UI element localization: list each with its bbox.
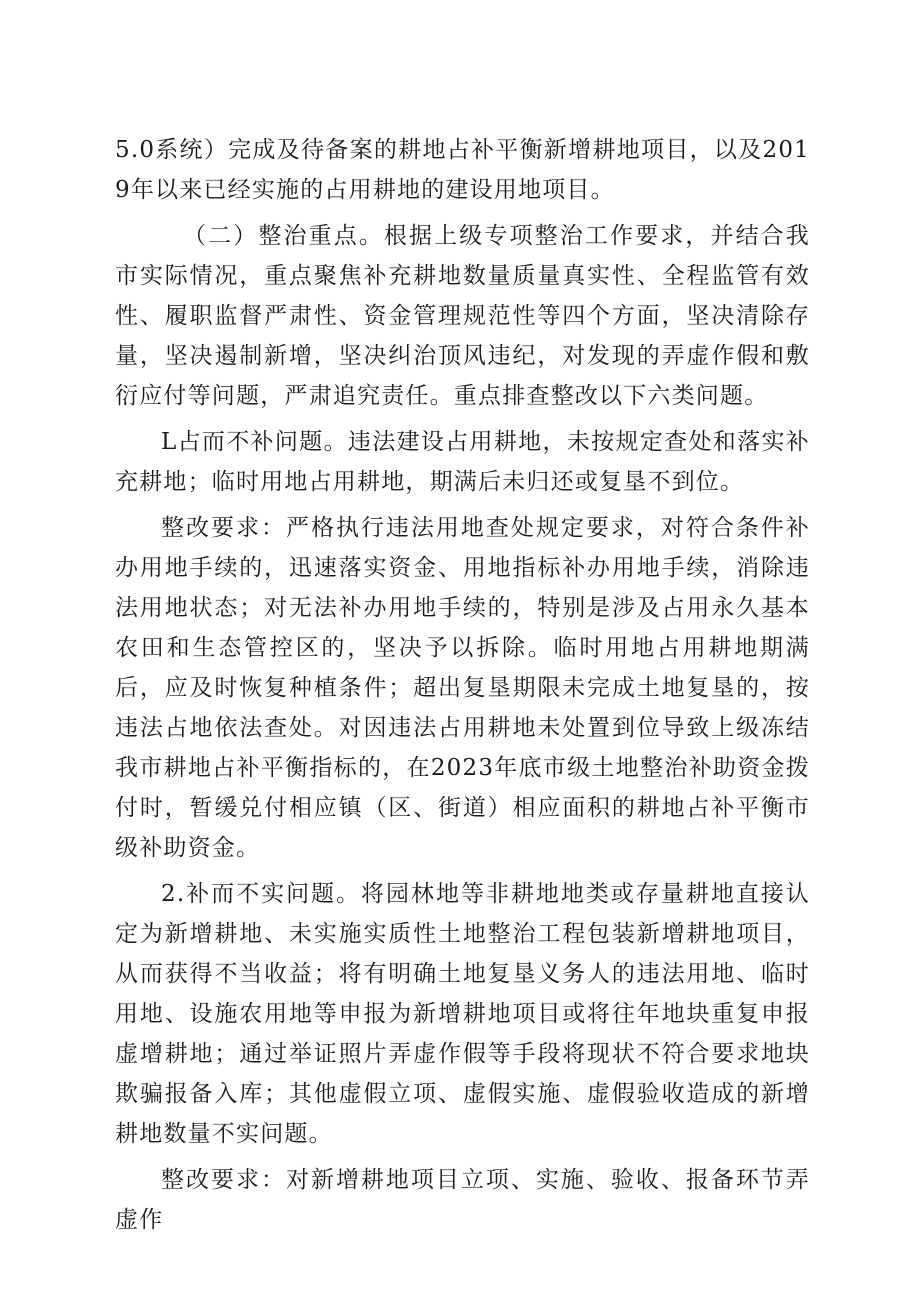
paragraph-rectification-focus: （二）整治重点。根据上级专项整治工作要求，并结合我市实际情况，重点聚焦补充耕地数量质量真实性、全程监管有效性、履职监督严肃性、资金管理规范性等四个方面，坚决清除存量，坚决遏制新增，坚决纠治顶风违纪，对发现的弄虚作假和敷衍应付等问题，严肃追究责任。重点排查整改以下六类问题。 [115, 223, 810, 409]
paragraph-continuation: 5.0系统）完成及待备案的耕地占补平衡新增耕地项目，以及2019年以来已经实施的占用耕地的建设用地项目。 [115, 137, 810, 203]
paragraph-issue-1: L占而不补问题。违法建设占用耕地，未按规定查处和落实补充耕地；临时用地占用耕地，期满后未归还或复垦不到位。 [115, 429, 810, 495]
paragraph-requirement-2: 整改要求：对新增耕地项目立项、实施、验收、报备环节弄虚作 [115, 1167, 810, 1233]
paragraph-issue-2: 2.补而不实问题。将园林地等非耕地地类或存量耕地直接认定为新增耕地、未实施实质性土地整治工程包装新增耕地项目，从而获得不当收益；将有明确土地复垦义务人的违法用地、临时用地、设施农用地等申报为新增耕地项目或将往年地块重复申报虚增耕地；通过举证照片弄虚作假等手段将现状不符合要求地块欺骗报备入库；其他虚假立项、虚假实施、虚假验收造成的新增耕地数量不实问题。 [115, 881, 810, 1147]
document-body [115, 130, 810, 1246]
paragraph-requirement-1: 整改要求：严格执行违法用地查处规定要求，对符合条件补办用地手续的，迅速落实资金、用地指标补办用地手续，消除违法用地状态；对无法补办用地手续的，特别是涉及占用永久基本农田和生态管控区的，坚决予以拆除。临时用地占用耕地期满后，应及时恢复种植条件；超出复垦期限未完成土地复垦的，按违法占地依法查处。对因违法占用耕地未处置到位导致上级冻结我市耕地占补平衡指标的，在2023年底市级土地整治补助资金拨付时，暂缓兑付相应镇（区、街道）相应面积的耕地占补平衡市级补助资金。 [115, 515, 810, 861]
